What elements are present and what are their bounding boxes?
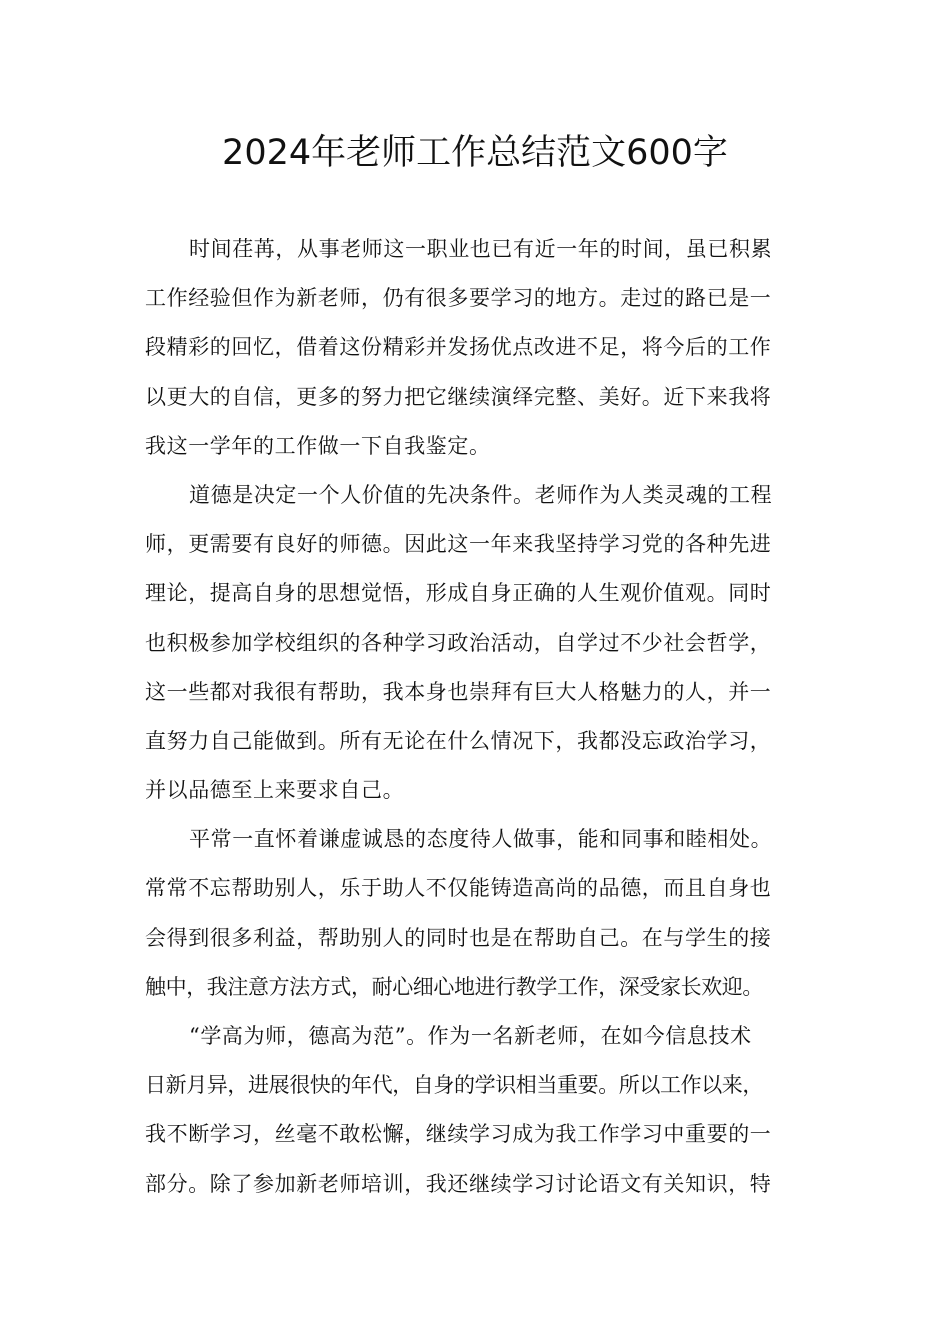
paragraph-2-line-6: 直努力自己能做到。所有无论在什么情况下，我都没忘政治学习， [145, 728, 772, 753]
paragraph-3-line-4: 触中，我注意方法方式，耐心细心地进行教学工作，深受家长欢迎。 [145, 974, 763, 999]
paragraph-3-line-2: 常常不忘帮助别人，乐于助人不仅能铸造高尚的品德，而且自身也 [145, 876, 772, 901]
paragraph-1-line-3: 段精彩的回忆，借着这份精彩并发扬优点改进不足，将今后的工作 [145, 335, 772, 360]
paragraph-1-line-5: 我这一学年的工作做一下自我鉴定。 [145, 433, 491, 458]
document-body [145, 225, 815, 1209]
paragraph-3-line-3: 会得到很多利益，帮助别人的同时也是在帮助自己。在与学生的接 [145, 925, 772, 950]
paragraph-3-line-1: 平常一直怀着谦虚诚恳的态度待人做事，能和同事和睦相处。 [189, 827, 773, 852]
paragraph-2-line-4: 也积极参加学校组织的各种学习政治活动，自学过不少社会哲学， [145, 630, 772, 655]
document-title: 2024年老师工作总结范文600字 [222, 133, 728, 173]
paragraph-2-line-1: 道德是决定一个人价值的先决条件。老师作为人类灵魂的工程 [189, 482, 773, 507]
paragraph-1-line-4: 以更大的自信，更多的努力把它继续演绎完整、美好。近下来我将 [145, 384, 772, 409]
paragraph-4-line-1: “学高为师，德高为范”。作为一名新老师，在如今信息技术 [189, 1024, 752, 1048]
paragraph-4-line-3: 我不断学习，丝毫不敢松懈，继续学习成为我工作学习中重要的一 [145, 1122, 772, 1147]
paragraph-4-line-2: 日新月异，进展很快的年代，自身的学识相当重要。所以工作以来， [145, 1073, 763, 1098]
paragraph-1-line-1: 时间荏苒，从事老师这一职业也已有近一年的时间，虽已积累 [189, 237, 773, 261]
paragraph-2-line-3: 理论，提高自身的思想觉悟，形成自身正确的人生观价值观。同时 [145, 581, 772, 606]
paragraph-2-line-2: 师，更需要有良好的师德。因此这一年来我坚持学习党的各种先进 [145, 532, 772, 557]
paragraph-2-line-5: 这一些都对我很有帮助，我本身也崇拜有巨大人格魅力的人，并一 [145, 679, 772, 704]
paragraph-2-line-7: 并以品德至上来要求自己。 [145, 778, 405, 803]
paragraph-1-line-2: 工作经验但作为新老师，仍有很多要学习的地方。走过的路已是一 [145, 286, 772, 311]
paragraph-4-line-4: 部分。除了参加新老师培训，我还继续学习讨论语文有关知识，特 [145, 1171, 772, 1196]
